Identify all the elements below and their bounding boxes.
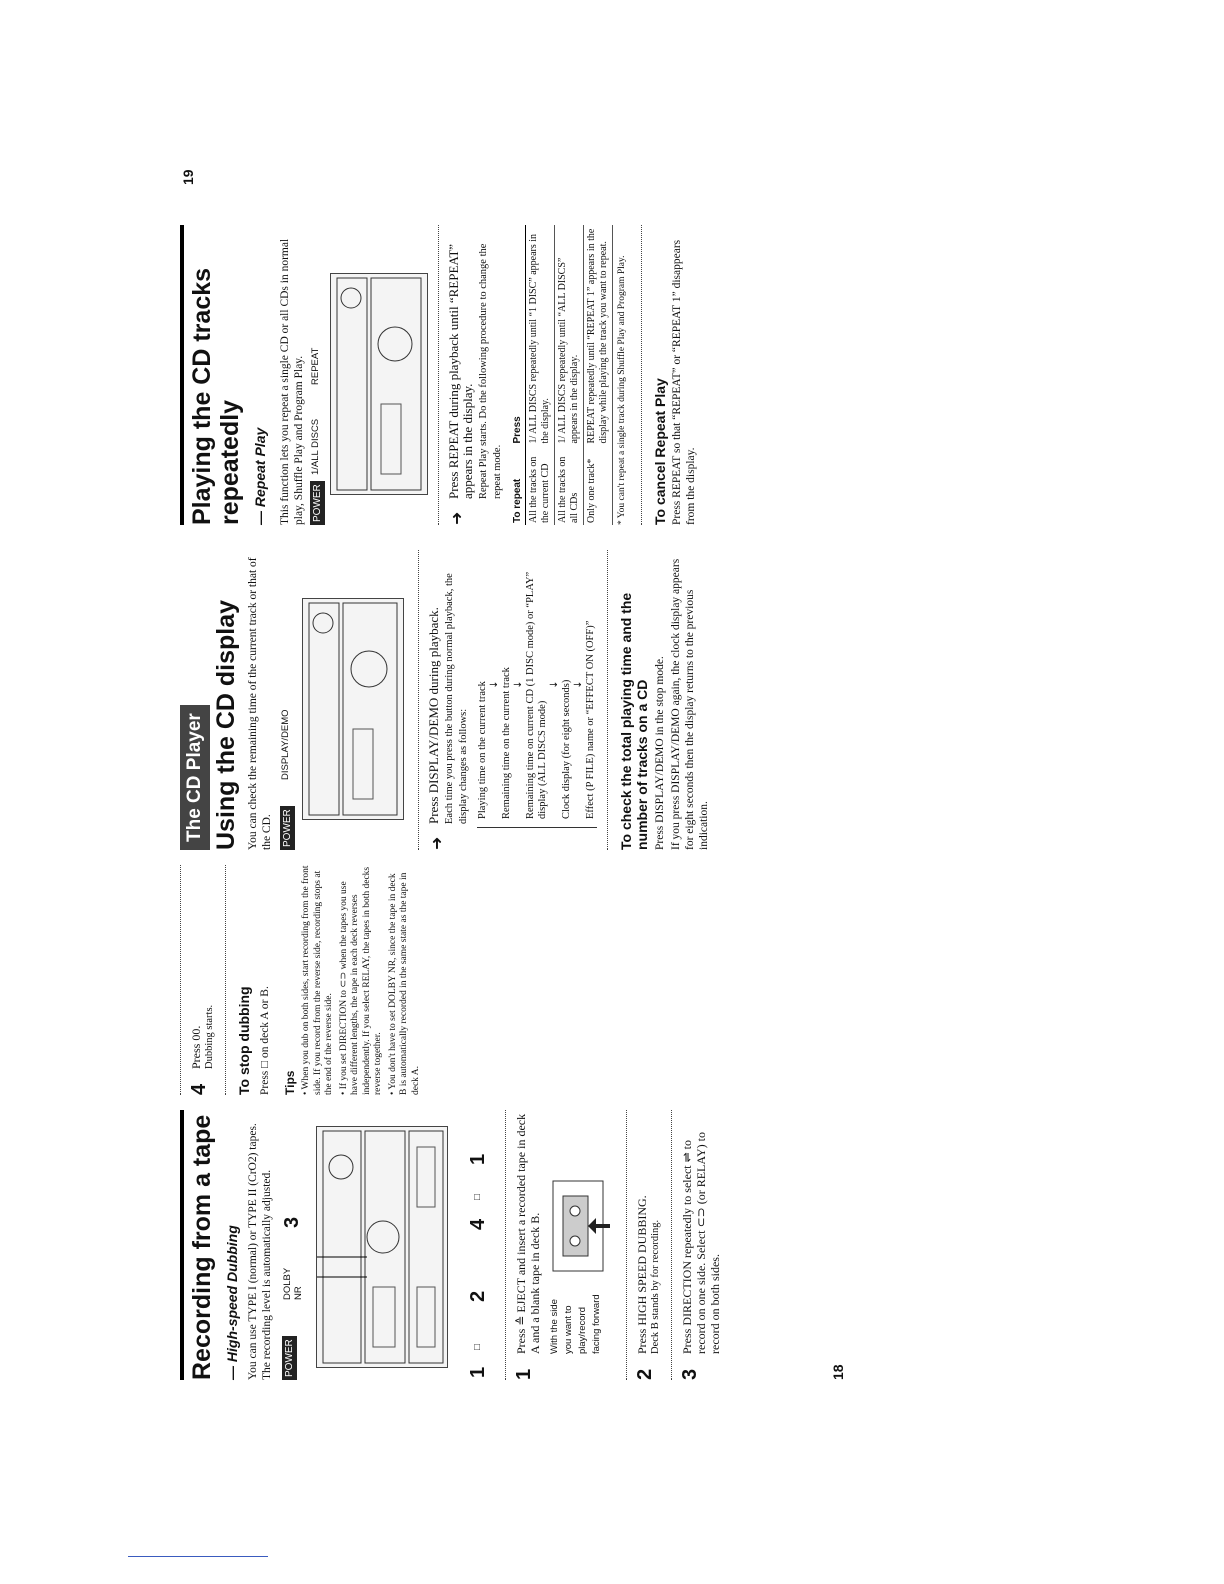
step-2-number: 2 (634, 1368, 656, 1380)
step-3 (680, 1110, 722, 1380)
callout-2: 2 (467, 1290, 489, 1302)
table-row (584, 225, 613, 525)
step-1-note: With the side you want to play/record facing forward (549, 1294, 602, 1354)
repeat-illustration (310, 225, 430, 525)
repeat-play-column (180, 225, 698, 525)
stereo-system-drawing (316, 1126, 448, 1368)
callout-stop-symbol: □ (472, 1344, 483, 1350)
cd-display-step-text: Press DISPLAY/DEMO during playback. (426, 607, 441, 824)
power-label: POWER (282, 1336, 297, 1380)
repeat-intro: This function lets you repeat a single CD or all CDs in normal play, Shuffle Play and Program Play. (279, 238, 305, 525)
cd-display-intro: You can check the remaining time of the current track or that of the CD. (247, 557, 273, 850)
cycle-item-3: Remaining time on current CD (1 DISC mode) or “PLAY” display (ALL DISCS mode) (525, 571, 548, 819)
step-arrow-icon: ➜ (427, 836, 446, 850)
cd-display-step-note: Each time you press the button during normal playback, the display changes as follows: (444, 573, 469, 824)
repeat-table (511, 225, 613, 525)
recording-column (180, 1110, 722, 1380)
callout-1: 1 (467, 1366, 489, 1378)
cycle-item-5: Effect (P FILE) name or “EFFECT ON (OFF)” (585, 620, 596, 819)
recording-intro: You can use TYPE I (normal) or TYPE II (CrO2) tapes. The recording level is automatically adjusted. (247, 1123, 273, 1380)
table-cell: Only one track* (584, 446, 613, 525)
cycle-arrow-1: ↓ (489, 680, 500, 689)
display-cycle (477, 550, 597, 828)
check-total-text-1: Press DISPLAY/DEMO in the stop mode. (654, 656, 666, 850)
power-label-repeat: POWER (310, 481, 325, 525)
step-4-note: Dubbing starts. (204, 1004, 215, 1069)
tip-2: • If you set DIRECTION to ⊂⊃ when the tapes you use have different lengths, the tape in each deck reverses independently. If you select RELAY, the tapes in both decks reverse together. (338, 866, 383, 1095)
stop-dubbing-title: To stop dubbing (236, 986, 252, 1095)
step-2-text: Press HIGH SPEED DUBBING. (635, 1195, 649, 1354)
cd-display-column (180, 550, 711, 850)
step-4-text: Press 00. (189, 1025, 203, 1069)
stereo-illustration (282, 1110, 497, 1380)
cycle-arrow-4: ↓ (573, 680, 584, 689)
section-banner: The CD Player (180, 705, 210, 850)
step-1-text: Press ≙ EJECT and insert a recorded tape in deck A and a blank tape in deck B. (514, 1113, 542, 1354)
cd-display-step (427, 550, 471, 850)
table-cell: All the tracks on the current CD (526, 446, 555, 525)
repeat-subtitle: — Repeat Play (252, 427, 268, 525)
cycle-item-1: Playing time on the current track (477, 681, 488, 819)
table-row (555, 225, 584, 525)
dubbing-continued-column (180, 865, 422, 1095)
table-cell: 1/ ALL DISCS repeatedly until “1 DISC” appears in the display. (526, 225, 555, 446)
all-discs-label: 1/ALL DISCS (310, 418, 321, 475)
step-2 (635, 1110, 663, 1380)
callout-1b: 1 (467, 1153, 489, 1165)
cd-display-title: Using the CD display (212, 599, 240, 850)
stereo-system-icon (317, 1127, 447, 1367)
cd-display-illustration (280, 550, 410, 850)
step-2-note: Deck B stands by for recording. (650, 1219, 661, 1354)
repeat-footnote: * You can't repeat a single track during Shuffle Play and Program Play. (617, 255, 627, 525)
check-total-title: To check the total playing time and the number of tracks on a CD (618, 592, 650, 850)
table-header-press: Press (511, 225, 526, 446)
page-number-19: 19 (180, 169, 196, 185)
check-total-text-2: If you press DISPLAY/DEMO again, the clock display appears for eight seconds then the display returns to the previous indication. (670, 558, 710, 850)
cycle-item-2: Remaining time on the current track (501, 667, 512, 819)
page-number-18: 18 (830, 1364, 846, 1380)
cancel-repeat-text: Press REPEAT so that “REPEAT” or “REPEAT 1” disappears from the display. (670, 239, 697, 525)
power-label-cd: POWER (280, 806, 295, 850)
recording-subtitle: — High-speed Dubbing (224, 1225, 240, 1380)
callout-3: 3 (281, 1216, 303, 1228)
step-3-text: Press DIRECTION repeatedly to select ⇌ to record on one side. Select ⊂⊃ (or RELAY) to record on both sides. (680, 1132, 722, 1354)
recording-title: Recording from a tape (180, 1110, 216, 1380)
dolby-label: DOLBY NR (282, 1267, 304, 1300)
tips-title: Tips (283, 1070, 297, 1095)
stop-dubbing-text: Press □ on deck A or B. (259, 986, 271, 1095)
cycle-arrow-2: ↓ (513, 680, 524, 689)
cycle-arrow-3: ↓ (549, 680, 560, 689)
table-row (526, 225, 555, 525)
repeat-step-note: Repeat Play starts. Do the following procedure to change the repeat mode. (478, 243, 503, 499)
step-3-number: 3 (679, 1368, 701, 1380)
display-demo-label: DISPLAY/DEMO (280, 709, 291, 780)
table-cell: 1/ ALL DISCS repeatedly until “ALL DISCS” appears in the display. (555, 225, 584, 446)
cd-player-icon (303, 599, 403, 819)
repeat-step (447, 225, 505, 525)
cd-player-drawing (302, 598, 404, 820)
tip-1: • When you dub on both sides, start recording from the front side. If you record from the reverse side, recording stops at the end of the reverse side. (301, 865, 334, 1095)
table-header-repeat: To repeat (511, 446, 526, 525)
tip-3: • You don't have to set DOLBY NR, since the tape in deck B is automatically recorded in the same state as the tape in deck A. (387, 872, 421, 1095)
step-1-number: 1 (513, 1368, 535, 1380)
manual-spread (180, 150, 860, 1380)
repeat-label: REPEAT (310, 347, 321, 385)
hyperlink-underline (128, 1556, 268, 1557)
step-4-number: 4 (188, 1083, 210, 1095)
repeat-title: Playing the CD tracks repeatedly (180, 225, 244, 525)
cd-player-drawing-2 (330, 273, 428, 495)
step-4 (189, 865, 217, 1095)
step-arrow-icon-2: ➜ (447, 511, 466, 525)
cassette-insert-icon (548, 1166, 618, 1276)
cancel-repeat-title: To cancel Repeat Play (651, 378, 668, 525)
table-cell: All the tracks on all CDs (555, 446, 584, 525)
repeat-step-text: Press REPEAT during playback until “REPEAT” appears in the display. (446, 243, 475, 499)
callout-stop-symbol-b: □ (472, 1194, 483, 1200)
table-cell: REPEAT repeatedly until “REPEAT 1” appears in the display while playing the track you want to repeat. (584, 225, 613, 446)
cd-player-icon-2 (331, 274, 427, 494)
callout-4: 4 (467, 1218, 489, 1230)
step-1 (514, 1110, 618, 1380)
cycle-item-4: Clock display (for eight seconds) (561, 679, 572, 819)
